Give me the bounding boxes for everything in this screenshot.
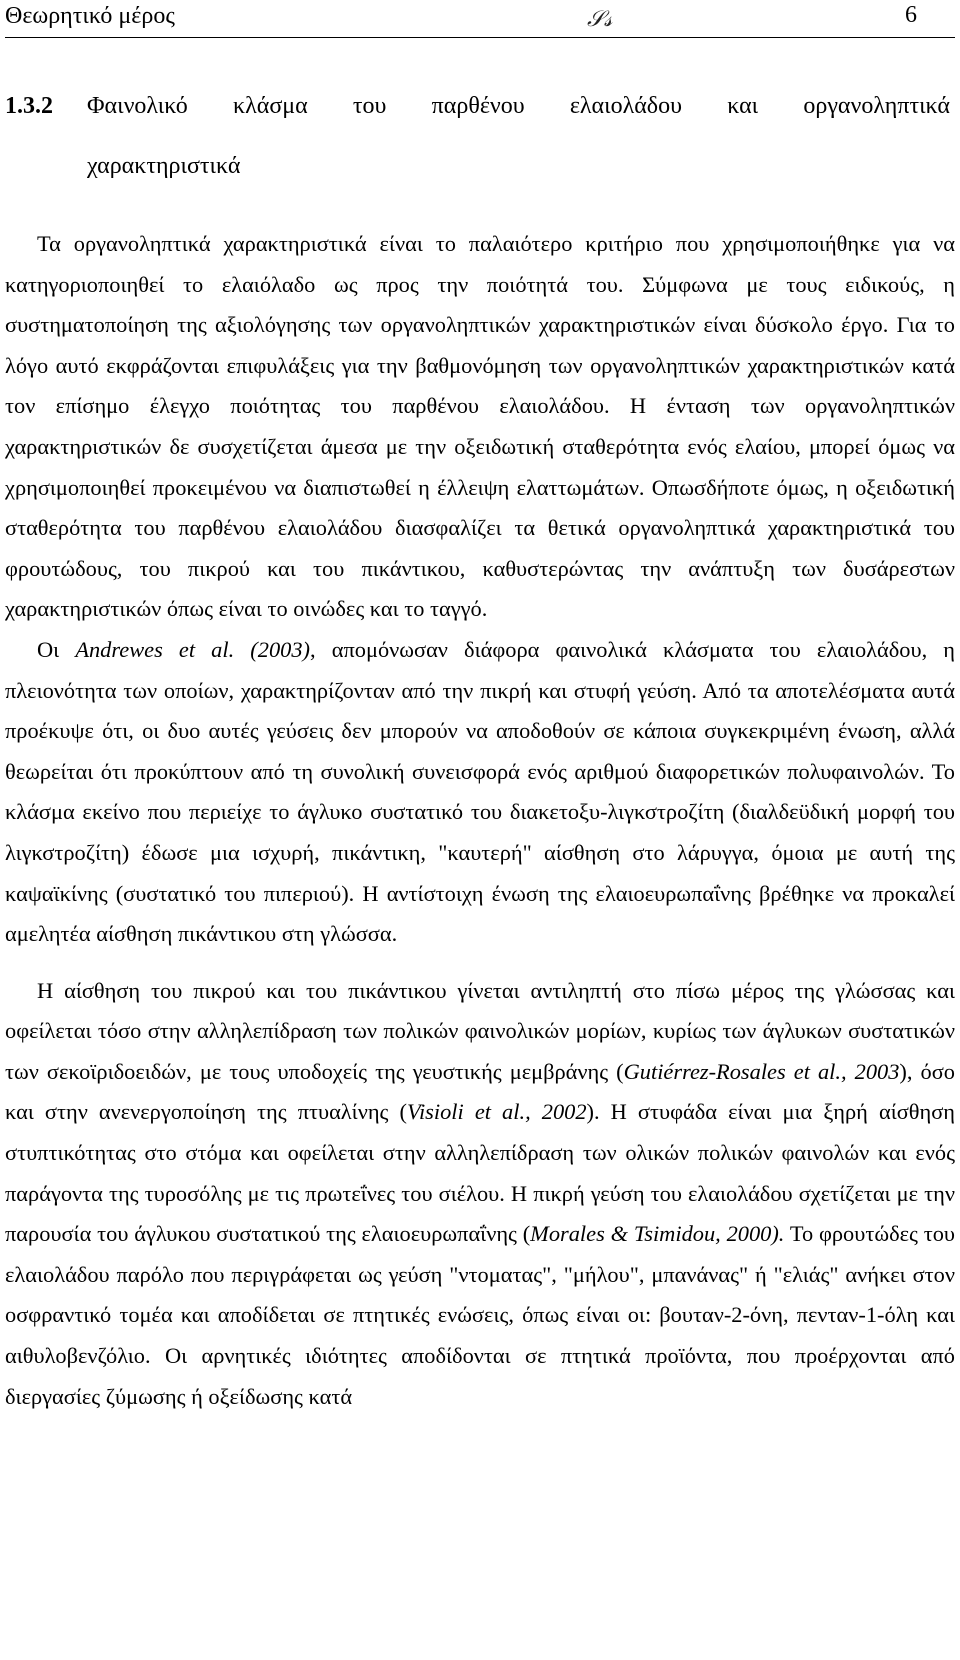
citation-morales: Morales & Tsimidou, 2000). <box>530 1221 785 1247</box>
page-header <box>5 0 955 32</box>
section-heading-line-1: Φαινολικό κλάσμα του παρθένου ελαιολάδου και οργανοληπτικά <box>87 93 950 119</box>
section-heading-line-2: χαρακτηριστικά <box>87 153 241 179</box>
citation-gutierrez: Gutiérrez-Rosales et al., 2003 <box>623 1058 900 1084</box>
citation-andrewes: Andrewes et al. (2003) <box>75 636 310 662</box>
paragraph-3-text-c: ). Η στυφάδα είναι μια ξηρή αίσθηση στυπτικότητας στο στόμα και οφείλεται στην αλληλεπίδραση των ολικών πολικών φαινολών και ενός παράγοντα της τυροσόλης με τις πρωτεΐνες του σιέλου. Η πικρή γεύση του ελαιολάδου σχετίζεται με την παρουσία του άγλυκου συστατικού της ελαιοευρωπαΐνης ( <box>5 1099 956 1247</box>
paragraph-3-text-a: Η αίσθηση του πικρού και του πικάντικου γίνεται αντιληπτή στο πίσω μέρος της γλώσσας και οφείλεται τόσο στην αλληλεπίδραση των πολικών φαινολικών μορίων, κυρίως των άγλυκων συστατικών των σεκοϊριδοειδών, με τους υποδοχείς της γευστικής μεμβράνης ( <box>5 977 955 1084</box>
header-rule <box>5 37 955 38</box>
section-heading <box>5 76 955 196</box>
paragraph-2-text-a: Οι <box>37 636 76 662</box>
paragraph-3 <box>5 971 955 1418</box>
citation-visioli: Visioli et al., 2002 <box>406 1099 587 1125</box>
paragraph-2 <box>5 630 955 955</box>
header-ornament-glyph: 𝒮𝓈 <box>587 6 613 31</box>
paragraph-1: Τα οργανοληπτικά χαρακτηριστικά είναι το παλαιότερο κριτήριο που χρησιμοποιήθηκε για να κατηγοριοποιηθεί το ελαιόλαδο ως προς την ποιότητά του. Σύμφωνα με τους ειδικούς, η συστηματοποίηση της αξιολόγησης των οργανοληπτικών χαρακτηριστικών είναι δύσκολο έργο. Για το λόγο αυτό εκφράζονται επιφυλάξεις για την βαθμονόμηση των οργανοληπτικών χαρακτηριστικών κατά τον επίσημο έλεγχο ποιότητας του παρθένου ελαιολάδου. Η ένταση των οργανοληπτικών χαρακτηριστικών δε συσχετίζεται άμεσα με την οξειδωτική σταθερότητα ενός ελαίου, μπορεί όμως να χρησιμοποιηθεί προκειμένου να διαπιστωθεί η έλλειψη ελαττωμάτων. Οπωσδήποτε όμως, η οξειδωτική σταθερότητα του παρθένου ελαιολάδου διασφαλίζει τα θετικά οργανοληπτικά χαρακτηριστικά του φρουτώδους, του πικρού και του πικάντικου, καθυστερώντας την ανάπτυξη των δυσάρεστων χαρακτηριστικών όπως είναι το οινώδες και το ταγγό. <box>5 231 955 622</box>
body-text <box>5 224 955 1417</box>
page-number: 6 <box>905 2 917 28</box>
section-number: 1.3.2 <box>5 93 53 119</box>
paragraph-2-text-b: , απομόνωσαν διάφορα φαινολικά κλάσματα του ελαιολάδου, η πλειονότητα των οποίων, χαρακτηρίζονταν από την πικρή και στυφή γεύση. Από τα αποτελέσματα αυτά προέκυψε ότι, οι δυο αυτές γεύσεις δεν μπορούν να αποδοθούν σε κάποια συγκεκριμένη ένωση, αλλά θεωρείται ότι προκύπτουν από τη συνολική συνεισφορά ενός αριθμού διαφορετικών πολυφαινολών. Το κλάσμα εκείνο που περιείχε το άγλυκο συστατικό του διακετοξυ-λιγκστροζίτη (διαλδεϋδική μορφή του λιγκστροζίτη) έδωσε μια ισχυρή, πικάντικη, "καυτερή" αίσθηση στο λάρυγγα, όμοια με αυτή της καψαϊκίνης (συστατικό του πιπεριού). Η αντίστοιχη ένωση της ελαιοευρωπαΐνης βρέθηκε να προκαλεί αμελητέα αίσθηση πικάντικου στη γλώσσα. <box>5 636 955 947</box>
paragraph-3-text-b: ), όσο και στην ανενεργοποίηση της πτυαλίνης ( <box>5 1058 955 1125</box>
paragraph-3-text-d: Το φρουτώδες του ελαιολάδου παρόλο που περιγράφεται ως γεύση "ντοματας", "μήλου", μπανάνας" ή "ελιάς" ανήκει στον οσφραντικό τομέα και αποδίδεται σε πτητικές ενώσεις, όπως είναι οι: βουταν-2-όνη, πενταν-1-όλη και αιθυλοβενζόλιο. Οι αρνητικές ιδιότητες αποδίδονται σε πτητικά προϊόντα, που προέρχονται από διεργασίες ζύμωσης ή οξείδωσης κατά <box>5 1221 955 1409</box>
running-header-title: Θεωρητικό μέρος <box>5 2 175 29</box>
